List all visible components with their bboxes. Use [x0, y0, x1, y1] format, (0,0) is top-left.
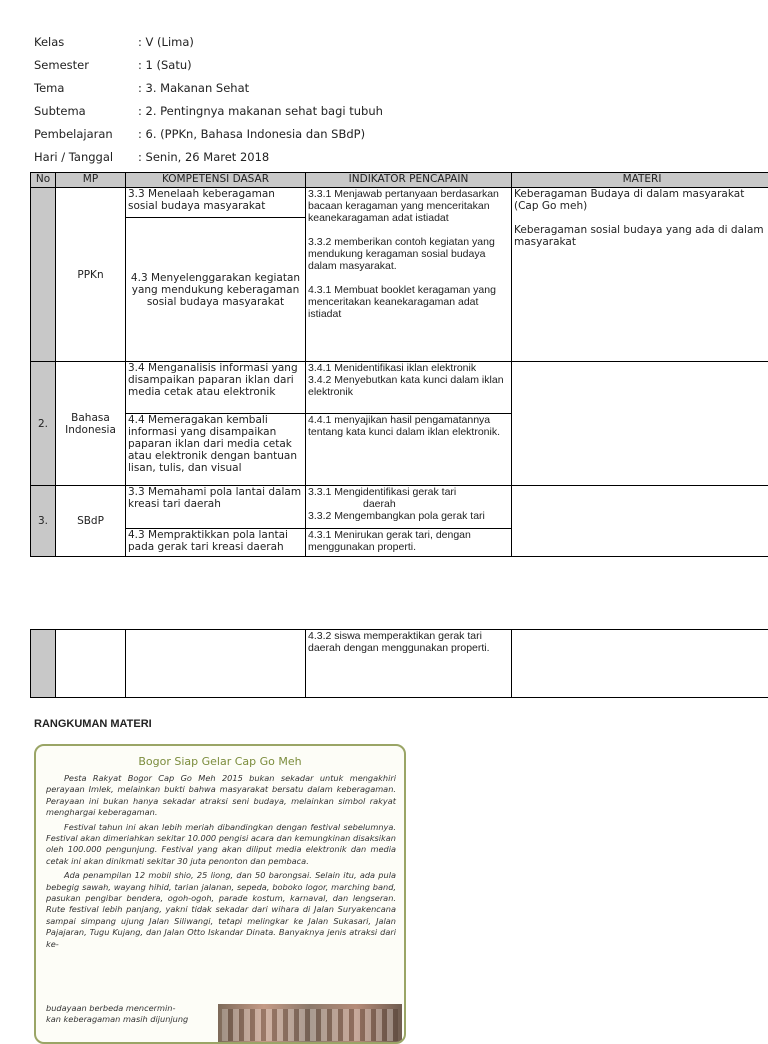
table-header-row — [31, 173, 768, 188]
materi-cell — [512, 188, 768, 362]
row-number-cell: 3. — [31, 486, 56, 557]
info-key: Hari / Tanggal — [34, 150, 113, 164]
kd-cell: 3.3 Menelaah keberagaman sosial budaya masyarakat — [126, 188, 306, 218]
materi-cell — [512, 362, 768, 486]
header-mp: MP — [56, 173, 126, 188]
info-key: Semester — [34, 58, 89, 72]
materi-cell — [512, 486, 768, 557]
indikator-text: 4.3.1 Membuat booklet keragaman yang menceritakan keanekaragaman adat istiadat — [308, 284, 496, 320]
kd-cell — [126, 630, 306, 698]
info-value: : 6. (PPKn, Bahasa Indonesia dan SBdP) — [138, 127, 365, 141]
row-number-cell: 2. — [31, 362, 56, 486]
indikator-text: 3.4.2 Menyebutkan kata kunci dalam iklan elektronik — [308, 374, 509, 398]
info-value: : 1 (Satu) — [138, 58, 192, 72]
info-value: : 3. Makanan Sehat — [138, 81, 249, 95]
indikator-text: 3.3.2 memberikan contoh kegiatan yang mendukung keragaman sosial budaya dalam masyarakat. — [308, 236, 495, 272]
table-row — [31, 630, 768, 698]
header-no: No — [31, 173, 56, 188]
lesson-plan-table — [30, 172, 768, 557]
kd-cell: 4.3 Menyelenggarakan kegiatan yang mendukung keberagaman sosial budaya masyarakat — [126, 218, 306, 362]
row-number-cell — [31, 630, 56, 698]
festival-photo — [218, 1004, 402, 1044]
header-indikator: INDIKATOR PENCAPAIN — [306, 173, 512, 188]
article-paragraph: Pesta Rakyat Bogor Cap Go Meh 2015 bukan sekadar untuk mengakhiri perayaan Imlek, melainkan bukti bahwa masyarakat bersatu dalam keberagaman. Perayaan ini bukan hanya sekadar atraksi seni budaya, melainkan simbol rakyat menghargai keberagaman. — [46, 773, 396, 819]
kd-cell: 3.4 Menganalisis informasi yang disampaikan paparan iklan dari media cetak atau elektronik — [126, 362, 306, 414]
subject-cell — [56, 630, 126, 698]
indikator-cell — [306, 486, 512, 529]
indikator-text: 3.3.1 Mengidentifikasi gerak tari — [308, 486, 509, 498]
info-key: Kelas — [34, 35, 64, 49]
article-title: Bogor Siap Gelar Cap Go Meh — [36, 755, 404, 768]
header-materi: MATERI — [512, 173, 768, 188]
info-value: : Senin, 26 Maret 2018 — [138, 150, 269, 164]
info-key: Pembelajaran — [34, 127, 113, 141]
article-tail — [46, 1003, 216, 1024]
indikator-cell — [306, 362, 512, 414]
table-row — [31, 188, 768, 218]
materi-text: Keberagaman Budaya di dalam masyarakat (Cap Go meh) — [514, 188, 744, 212]
subject-cell: PPKn — [56, 188, 126, 362]
article-paragraph: Festival tahun ini akan lebih meriah dibandingkan dengan festival sebelumnya. Festival akan dimeriahkan sekitar 10.000 pengisi acara dan kemungkinan disaksikan oleh 100.000 pengunjung. Festival yang akan diliput media elektronik dan media cetak ini akan dinikmati sekitar 30 juta penonton dan pembaca. — [46, 822, 396, 868]
article-box — [34, 744, 406, 1044]
indikator-cell: 4.3.2 siswa memperaktikan gerak tari daerah dengan menggunakan properti. — [306, 630, 512, 698]
info-value: : 2. Pentingnya makanan sehat bagi tubuh — [138, 104, 383, 118]
article-tail-line: kan keberagaman masih dijunjung — [46, 1014, 216, 1025]
indikator-cell: 4.4.1 menyajikan hasil pengamatannya tentang kata kunci dalam iklan elektronik. — [306, 414, 512, 486]
subject-cell: SBdP — [56, 486, 126, 557]
article-paragraph: Ada penampilan 12 mobil shio, 25 liong, dan 50 barongsai. Selain itu, ada pula bebegig sawah, wayang hihid, tarian jalanan, sepeda, boboko logor, marching band, pasukan pengibar bendera, ogoh-ogoh, parade kostum, karnaval, dan lengseran. Rute festival lebih panjang, yakni tidak sekadar dari wihara di Jalan Suryakencana sampai simpang ujung Jalan Siliwangi, tetapi melingkar ke Jalan Sukasari, Jalan Pajajaran, Tugu Kujang, dan Jalan Otto Iskandar Dinata. Banyaknya jenis atraksi dari ke- — [46, 870, 396, 950]
materi-cell — [512, 630, 768, 698]
indikator-cell — [306, 188, 512, 362]
indikator-text: 3.3.2 Mengembangkan pola gerak tari — [308, 510, 509, 522]
indikator-cell: 4.3.1 Menirukan gerak tari, dengan menggunakan properti. — [306, 529, 512, 557]
subject-cell: Bahasa Indonesia — [56, 362, 126, 486]
continuation-table — [30, 629, 768, 698]
info-key: Subtema — [34, 104, 86, 118]
info-value: : V (Lima) — [138, 35, 194, 49]
indikator-text: 3.3.1 Menjawab pertanyaan berdasarkan bacaan keragaman yang menceritakan keanekaragaman adat istiadat — [308, 188, 499, 224]
table-row — [31, 362, 768, 414]
section-heading: RANGKUMAN MATERI — [34, 718, 152, 730]
kd-cell: 4.3 Mempraktikkan pola lantai pada gerak tari kreasi daerah — [126, 529, 306, 557]
article-tail-line: budayaan berbeda mencermin- — [46, 1003, 216, 1014]
kd-cell: 3.3 Memahami pola lantai dalam kreasi tari daerah — [126, 486, 306, 529]
row-number-cell — [31, 188, 56, 362]
materi-text: Keberagaman sosial budaya yang ada di dalam masyarakat — [514, 224, 764, 248]
indikator-text: 3.4.1 Menidentifikasi iklan elektronik — [308, 362, 509, 374]
indikator-text: daerah — [308, 498, 509, 510]
info-key: Tema — [34, 81, 64, 95]
header-kd: KOMPETENSI DASAR — [126, 173, 306, 188]
kd-cell: 4.4 Memeragakan kembali informasi yang disampaikan paparan iklan dari media cetak atau elektronik dengan bantuan lisan, tulis, dan visual — [126, 414, 306, 486]
table-row — [31, 486, 768, 529]
